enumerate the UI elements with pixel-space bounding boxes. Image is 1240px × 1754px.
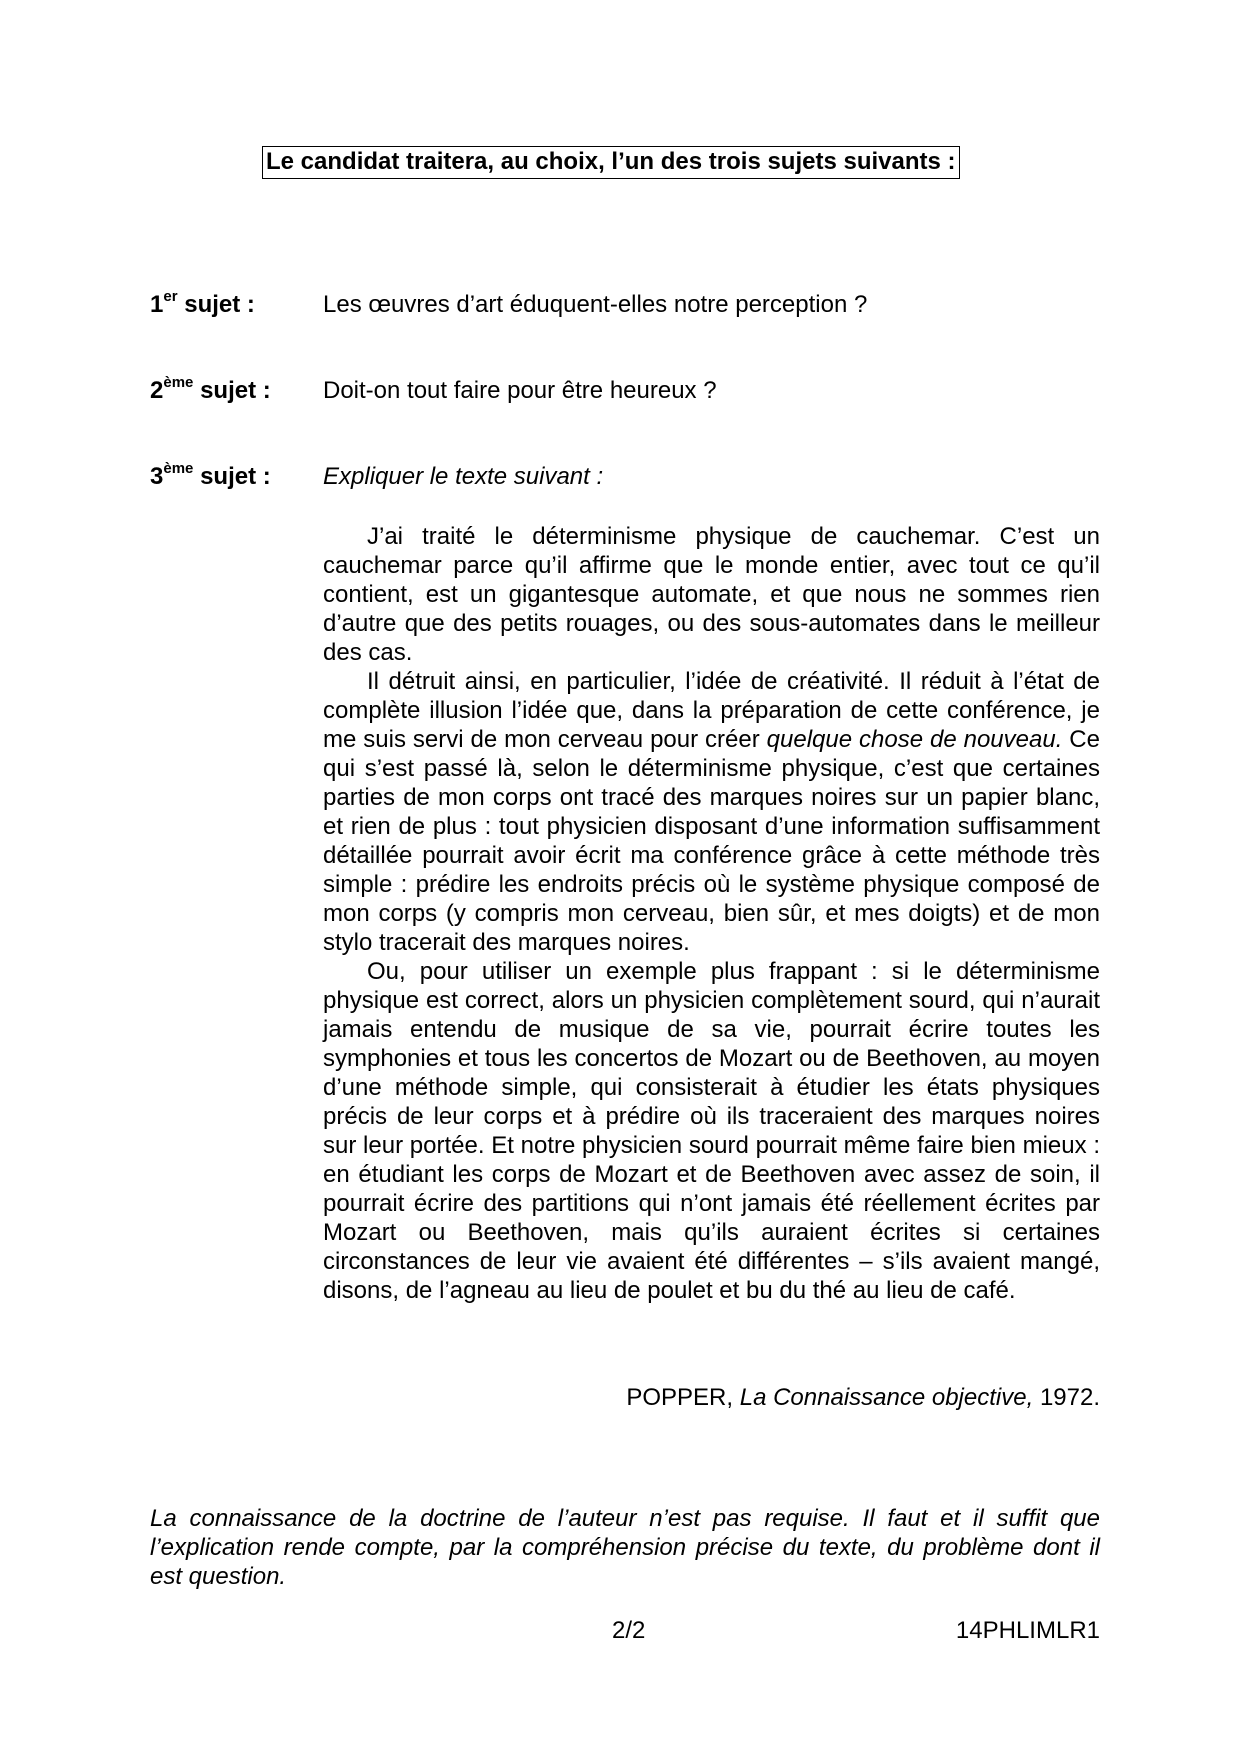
subject-1-text: Les œuvres d’art éduquent-elles notre perception ? (323, 291, 868, 318)
excerpt-paragraph-2-end: Ce qui s’est passé là, selon le déterminisme physique, c’est que certaines parties de mon corps ont tracé des marques noires sur un papier blanc, et rien de plus : tout physicien disposant d’une information suffisamment détaillée pourrait avoir écrit ma conférence grâce à cette méthode très simple : prédire les endroits précis où le système physique composé de mon corps (y compris mon cerveau, bien sûr, et mes doigts) et de mon stylo tracerait des marques noires. (323, 726, 1100, 956)
subject-1-label (150, 290, 255, 320)
excerpt-paragraph-2 (323, 667, 1100, 957)
excerpt-paragraph-2-start: Il détruit ainsi, en particulier, l’idée de créativité. Il réduit à l’état de complète illusion l’idée que, dans la préparation de cette conférence, je me suis servi de mon cerveau pour créer (323, 668, 1100, 753)
excerpt-paragraph-2-italic: quelque chose de nouveau. (766, 726, 1063, 753)
subject-1-word: sujet : (184, 291, 255, 318)
page-number: 2/2 (612, 1617, 646, 1644)
excerpt-paragraph-1: J’ai traité le déterminisme physique de cauchemar. C’est un cauchemar parce qu’il affirme que le monde entier, avec tout ce qu’il contient, est un gigantesque automate, et que nous ne sommes rien d’autre que des petits rouages, ou des sous-automates dans le meilleur des cas. (323, 523, 1100, 666)
source-attribution (626, 1383, 1100, 1413)
subject-3-text: Expliquer le texte suivant : (323, 463, 604, 490)
subject-2-label (150, 376, 271, 406)
subject-2-word: sujet : (200, 377, 271, 404)
attribution-author: POPPER, (626, 1384, 734, 1411)
subject-1-suffix: er (163, 288, 178, 305)
subject-3-word: sujet : (200, 463, 271, 490)
attribution-work: La Connaissance objective, (739, 1384, 1034, 1411)
subject-3-suffix: ème (163, 460, 194, 477)
excerpt-paragraph-3: Ou, pour utiliser un exemple plus frappant : si le déterminisme physique est correct, alors un physicien complètement sourd, qui n’aurait jamais entendu de musique de sa vie, pourrait écrire toutes les symphonies et tous les concertos de Mozart ou de Beethoven, au moyen d’une méthode simple, qui consisterait à étudier les états physiques précis de leur corps et à prédire où ils traceraient des marques noires sur leur portée. Et notre physicien sourd pourrait même faire bien mieux : en étudiant les corps de Mozart et de Beethoven avec assez de soin, il pourrait écrire des partitions qui n’ont jamais été réellement écrites par Mozart ou Beethoven, mais qu’ils auraient écrites si certaines circonstances de leur vie avaient été différentes – s’ils avaient mangé, disons, de l’agneau au lieu de poulet et bu du thé au lieu de café. (323, 958, 1100, 1304)
subject-1-number: 1 (150, 291, 164, 318)
instructions-heading: Le candidat traitera, au choix, l’un des trois sujets suivants : (262, 146, 960, 179)
text-excerpt (323, 522, 1100, 1305)
subject-2-text: Doit-on tout faire pour être heureux ? (323, 377, 717, 404)
exam-code: 14PHLIMLR1 (955, 1617, 1100, 1644)
subject-3-number: 3 (150, 463, 164, 490)
exam-note: La connaissance de la doctrine de l’auteur n’est pas requise. Il faut et il suffit que l’explication rende compte, par la compréhension précise du texte, du problème dont il est question. (150, 1505, 1100, 1590)
subject-3-label (150, 462, 271, 492)
subject-2-suffix: ème (163, 374, 194, 391)
subject-2-number: 2 (150, 377, 164, 404)
attribution-year: 1972. (1039, 1384, 1100, 1411)
